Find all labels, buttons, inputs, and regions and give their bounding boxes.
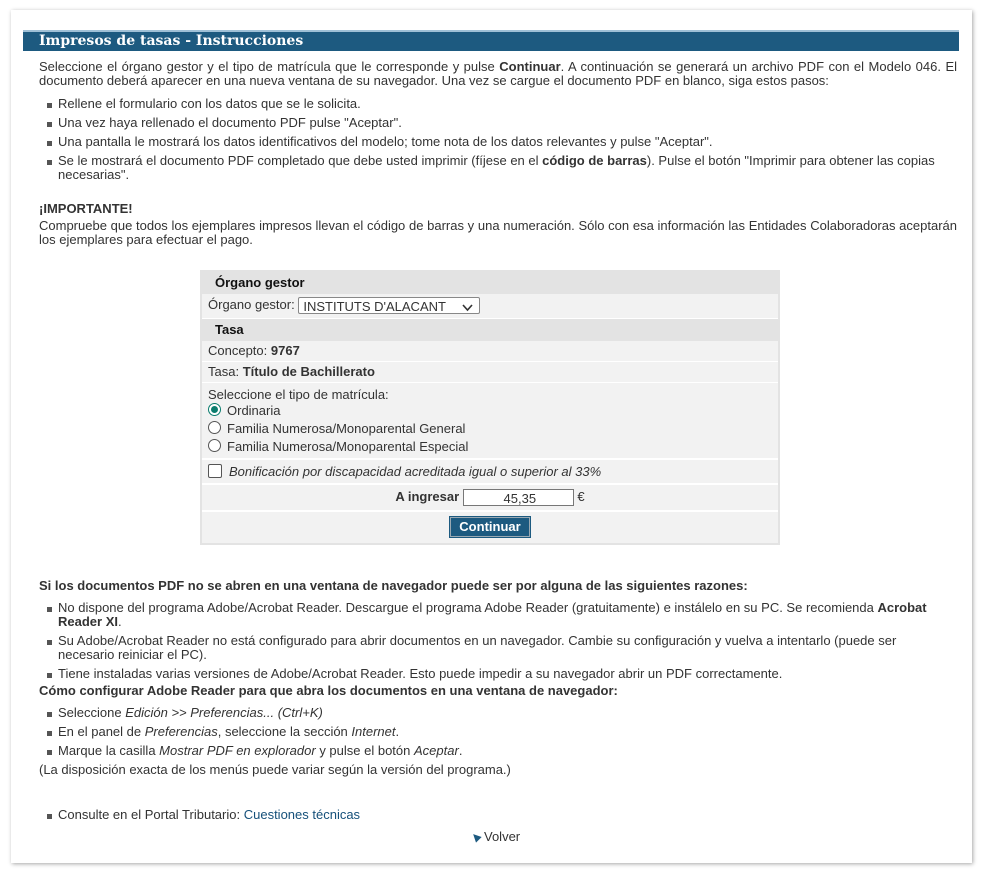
- bullet-icon: [47, 673, 52, 678]
- main-content: [39, 60, 957, 247]
- list-item: Se le mostrará el documento PDF completado que debe usted imprimir (fíjese en el código de barras). Pulse el botón "Imprimir para obtener las copias necesarias".: [39, 154, 957, 182]
- radio-general[interactable]: Familia Numerosa/Monoparental General: [208, 422, 772, 436]
- radio-especial[interactable]: Familia Numerosa/Monoparental Especial: [208, 440, 772, 454]
- list-item: No dispone del programa Adobe/Acrobat Reader. Descargue el programa Adobe Reader (gratuitamente) e instálelo en su PC. Se recomienda Acrobat Reader XI.: [39, 601, 939, 629]
- organo-label: Órgano gestor:: [208, 296, 295, 312]
- discapacidad-checkbox[interactable]: [208, 464, 222, 478]
- tasa-row: Tasa: Título de Bachillerato: [202, 362, 778, 383]
- list-item: Rellene el formulario con los datos que se le solicita.: [39, 97, 957, 111]
- currency-label: €: [577, 488, 585, 504]
- section-organo-gestor: Órgano gestor: [202, 272, 778, 294]
- content-card: [11, 10, 972, 863]
- bullet-icon: [47, 731, 52, 736]
- list-item: Una pantalla le mostrará los datos identificativos del modelo; tome nota de los datos relevantes y pulse "Aceptar".: [39, 135, 957, 149]
- help-section: [39, 579, 939, 777]
- consult-list: [39, 808, 939, 822]
- bullet-icon: [47, 814, 52, 819]
- radio-ordinaria[interactable]: Ordinaria: [208, 404, 772, 418]
- intro-text: Seleccione el órgano gestor y el tipo de matrícula que le corresponde y pulse Continuar. A continuación se generará un archivo PDF con el Modelo 046. El documento deberá aparecer en una nueva ventana de su navegador. Una vez se cargue el documento PDF en blanco, siga estos pasos:: [39, 59, 957, 88]
- concepto-row: Concepto: 9767: [202, 341, 778, 362]
- amount-label: A ingresar: [395, 488, 460, 504]
- important-title: ¡IMPORTANTE!: [39, 201, 133, 216]
- tax-form: [200, 270, 780, 545]
- list-item: Tiene instaladas varias versiones de Adobe/Acrobat Reader. Esto puede impedir a su navegador abrir un PDF correctamente.: [39, 667, 939, 681]
- pdf-help-title: Si los documentos PDF no se abren en una ventana de navegador puede ser por alguna de las siguientes razones:: [39, 578, 748, 593]
- config-help-title: Cómo configurar Adobe Reader para que abra los documentos en una ventana de navegador:: [39, 683, 618, 698]
- concepto-value: 9767: [270, 343, 300, 358]
- bullet-icon: [47, 607, 52, 612]
- radio-icon[interactable]: [208, 421, 221, 434]
- tasa-value: Título de Bachillerato: [242, 364, 375, 379]
- matricula-label: Seleccione el tipo de matrícula:: [208, 387, 389, 402]
- continue-button[interactable]: Continuar: [450, 517, 529, 537]
- arrow-icon: [470, 831, 481, 842]
- important-text: Compruebe que todos los ejemplares impresos llevan el código de barras y una numeración. Sólo con esa información las Entidades Colaboradoras aceptarán los ejemplares para efectuar el pago.: [39, 218, 957, 247]
- bullet-icon: [47, 141, 52, 146]
- discapacidad-row[interactable]: Bonificación por discapacidad acreditada igual o superior al 33%: [202, 459, 778, 484]
- config-note: (La disposición exacta de los menús puede variar según la versión del programa.): [39, 762, 511, 777]
- list-item: Consulte en el Portal Tributario: Cuestiones técnicas: [39, 808, 939, 822]
- organo-select[interactable]: INSTITUTS D'ALACANT: [298, 297, 480, 314]
- continue-row: [202, 511, 778, 543]
- volver-link[interactable]: Volver: [472, 829, 520, 844]
- list-item: Seleccione Edición >> Preferencias... (Ctrl+K): [39, 706, 939, 720]
- cuestiones-tecnicas-link[interactable]: Cuestiones técnicas: [243, 807, 361, 822]
- config-steps-list: [39, 706, 939, 758]
- bullet-icon: [47, 712, 52, 717]
- bullet-icon: [47, 103, 52, 108]
- bullet-icon: [47, 750, 52, 755]
- list-item: Una vez haya rellenado el documento PDF pulse "Aceptar".: [39, 116, 957, 130]
- matricula-row: [202, 383, 778, 459]
- pdf-reasons-list: [39, 601, 939, 681]
- bullet-icon: [47, 160, 52, 165]
- page-header: [23, 30, 959, 51]
- section-tasa: Tasa: [202, 319, 778, 341]
- radio-selected-icon[interactable]: [208, 403, 221, 416]
- bullet-icon: [47, 122, 52, 127]
- list-item: Su Adobe/Acrobat Reader no está configurado para abrir documentos en un navegador. Cambie su configuración y vuelva a intentarlo (puede ser necesario reiniciar el PC).: [39, 634, 939, 662]
- organo-row: [202, 294, 778, 319]
- chevron-down-icon: [462, 301, 473, 318]
- footer: [39, 808, 939, 827]
- amount-row: [202, 484, 778, 511]
- radio-icon[interactable]: [208, 439, 221, 452]
- amount-field[interactable]: 45,35: [463, 489, 574, 506]
- steps-list: [39, 97, 957, 182]
- list-item: Marque la casilla Mostrar PDF en explorador y pulse el botón Aceptar.: [39, 744, 939, 758]
- page-title: Impresos de tasas - Instrucciones: [39, 33, 304, 49]
- bullet-icon: [47, 640, 52, 645]
- list-item: En el panel de Preferencias, seleccione la sección Internet.: [39, 725, 939, 739]
